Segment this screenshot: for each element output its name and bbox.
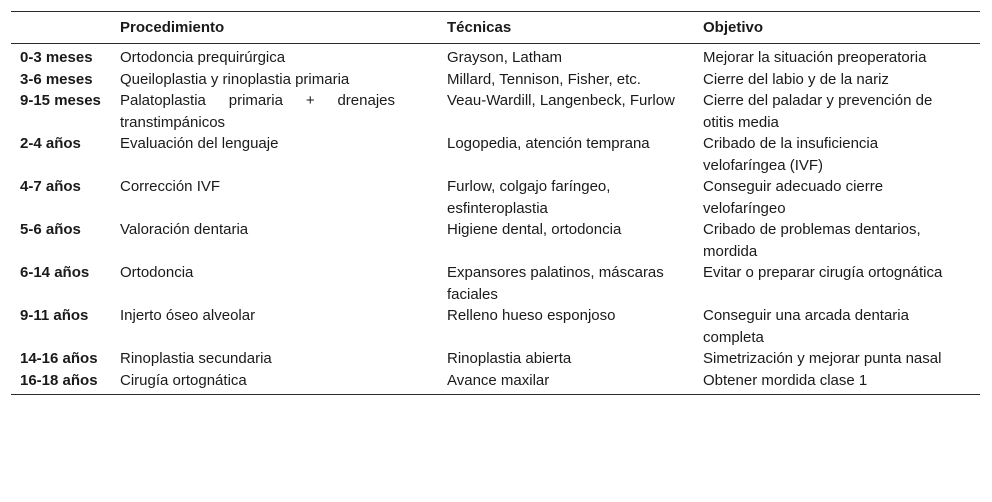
header-row	[11, 12, 980, 44]
objective-cell: Conseguir adecuado cierre velofaríngeo	[703, 178, 884, 217]
procedure-cell: Injerto óseo alveolar	[120, 307, 256, 324]
header-techniques: Técnicas	[447, 12, 703, 44]
age-cell: 6-14 años	[20, 264, 90, 281]
techniques-cell: Veau-Wardill, Langenbeck, Furlow	[447, 92, 675, 109]
techniques-cell: Relleno hueso esponjoso	[447, 307, 616, 324]
procedure-cell: Ortodoncia prequirúrgica	[120, 49, 286, 66]
procedure-cell: Cirugía ortognática	[120, 370, 447, 395]
age-cell: 16-18 años	[11, 370, 120, 395]
table-row	[11, 348, 980, 370]
table-row	[11, 69, 980, 91]
age-cell: 9-11 años	[20, 307, 89, 324]
procedure-cell: Ortodoncia	[120, 264, 194, 281]
header-age	[11, 12, 120, 44]
techniques-cell: Expansores palatinos, máscaras faciales	[447, 264, 664, 303]
age-cell: 5-6 años	[20, 221, 81, 238]
procedure-cell: Rinoplastia secundaria	[120, 350, 272, 367]
techniques-cell: Millard, Tennison, Fisher, etc.	[447, 70, 641, 88]
age-cell: 14-16 años	[20, 350, 98, 367]
objective-cell: Evitar o preparar cirugía ortognática	[703, 264, 943, 281]
table-header	[11, 12, 980, 44]
objective-cell: Cribado de problemas dentarios, mordida	[703, 221, 921, 260]
age-cell: 4-7 años	[20, 178, 81, 195]
procedure-cell: Queiloplastia y rinoplastia primaria	[120, 70, 350, 88]
techniques-cell: Grayson, Latham	[447, 49, 563, 66]
procedure-cell: Palatoplastia primaria + drenajes transtimpánicos	[120, 92, 395, 131]
objective-cell: Mejorar la situación preoperatoria	[703, 49, 927, 66]
age-cell: 9-15 meses	[20, 92, 101, 109]
procedure-cell: Evaluación del lenguaje	[120, 135, 279, 152]
objective-cell: Cribado de la insuficiencia velofaríngea (IVF)	[703, 135, 879, 174]
techniques-cell: Furlow, colgajo faríngeo, esfinteroplastia	[447, 178, 611, 217]
objective-cell: Simetrización y mejorar punta nasal	[703, 350, 942, 367]
techniques-cell: Logopedia, atención temprana	[447, 135, 650, 152]
table-row	[11, 262, 980, 305]
table-row	[11, 305, 980, 348]
table-body	[11, 44, 980, 395]
table-row	[11, 219, 980, 262]
age-cell: 0-3 meses	[20, 49, 93, 66]
table-row	[11, 176, 980, 219]
procedure-cell: Corrección IVF	[120, 178, 221, 195]
table-row	[11, 133, 980, 176]
objective-cell: Obtener mordida clase 1	[703, 370, 980, 395]
header-procedure: Procedimiento	[120, 12, 447, 44]
treatment-table-container	[11, 11, 980, 395]
objective-cell: Cierre del labio y de la nariz	[703, 70, 889, 88]
techniques-cell: Higiene dental, ortodoncia	[447, 221, 622, 238]
objective-cell: Cierre del paladar y prevención de otitis media	[703, 92, 933, 131]
table-row	[11, 90, 980, 133]
header-objective: Objetivo	[703, 12, 980, 44]
table-row	[11, 44, 980, 69]
table-row	[11, 370, 980, 395]
techniques-cell: Rinoplastia abierta	[447, 350, 572, 367]
procedure-cell: Valoración dentaria	[120, 221, 249, 238]
techniques-cell: Avance maxilar	[447, 370, 703, 395]
objective-cell: Conseguir una arcada dentaria completa	[703, 307, 909, 346]
treatment-table	[11, 11, 980, 395]
age-cell: 2-4 años	[20, 135, 81, 152]
age-cell: 3-6 meses	[20, 70, 93, 88]
